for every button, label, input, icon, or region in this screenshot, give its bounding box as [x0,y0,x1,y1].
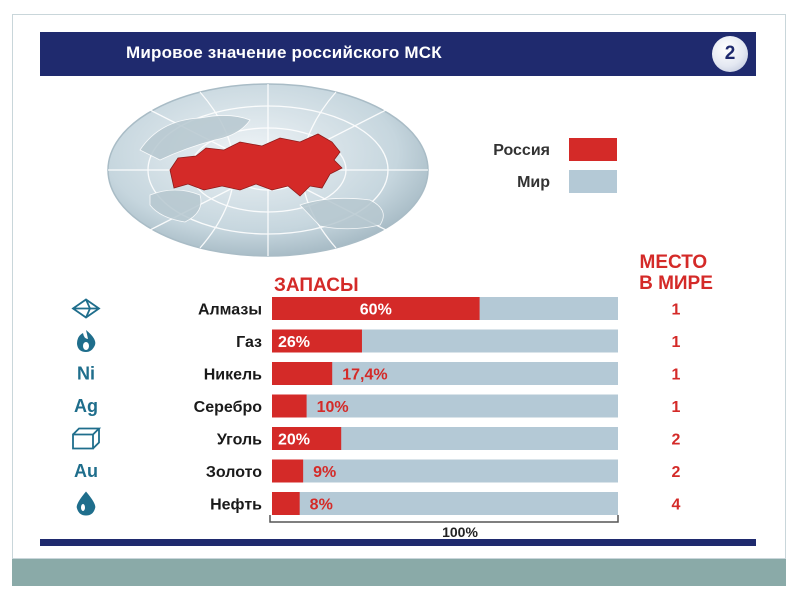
rank-value: 2 [671,431,681,449]
value-label: 10% [316,399,349,416]
legend-swatch [569,138,617,161]
oil-drop-icon [77,492,96,516]
value-label: 26% [278,334,311,351]
bar-row [74,460,681,483]
bar-row [77,492,681,516]
gold-symbol-icon [74,461,98,481]
value-label: 8% [309,496,333,514]
russia-bar [272,460,303,483]
russia-bar [272,362,332,385]
total-bracket [270,515,618,540]
coal-cube-icon [73,429,99,449]
value-label: 20% [278,431,311,449]
rank-header [639,252,713,294]
rank-header-line-2: В МИРЕ [639,273,713,294]
slide-title: Мировое значение российского МСК [126,43,442,62]
category-label: Газ [236,334,262,351]
silver-symbol-icon [74,396,98,416]
svg-text:Ag: Ag [74,396,98,416]
value-label: 60% [359,301,392,319]
bar-row [73,427,681,450]
rank-value: 2 [671,464,681,481]
bar-row [73,297,681,320]
flame-icon [77,330,95,352]
rank-header-line-1: МЕСТО [639,252,708,273]
reserves-header: ЗАПАСЫ [274,275,359,296]
category-label: Золото [205,464,262,481]
category-label: Серебро [193,399,262,416]
russia-bar [272,492,300,515]
diamond-icon [73,300,99,318]
rank-value: 1 [671,301,681,319]
bar-row [77,362,681,385]
category-label: Никель [203,366,262,384]
value-label: 17,4% [342,366,388,384]
slide-number-badge: 2 [712,36,748,72]
globe-illustration [108,84,428,256]
legend-label: Мир [517,174,550,191]
russia-bar [272,395,307,418]
bar-rows [73,297,681,516]
total-label: 100% [442,524,478,540]
rank-value: 4 [671,496,681,514]
legend-label: Россия [493,142,550,159]
svg-text:Au: Au [74,461,98,481]
rank-value: 1 [671,366,681,384]
value-label: 9% [313,464,337,481]
svg-text:Ni: Ni [77,363,95,384]
nickel-symbol-icon [77,364,95,384]
legend-swatch [569,170,617,193]
legend [493,138,617,193]
bar-row [77,330,681,353]
rank-value: 1 [671,334,681,351]
category-label: Алмазы [197,301,262,319]
category-label: Уголь [216,431,262,449]
bar-row [74,395,681,418]
rank-value: 1 [671,399,681,416]
category-label: Нефть [210,496,262,514]
